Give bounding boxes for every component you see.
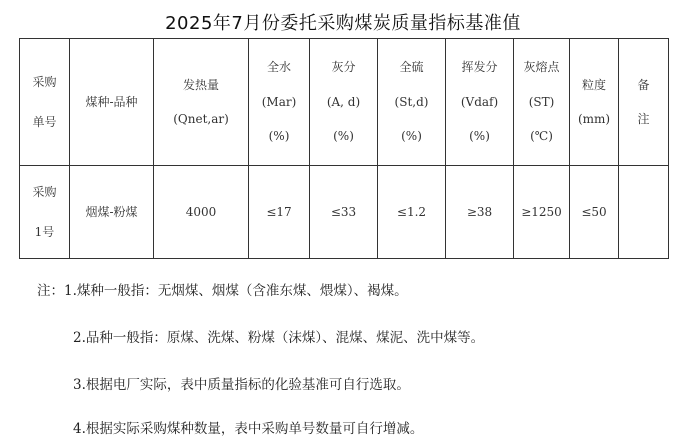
header-cell-total-moisture: 全水 (Mar) (%)	[249, 39, 310, 166]
cell-ash-fusion: ≥1250	[514, 166, 570, 259]
header-cell-order-no: 采购 单号	[20, 39, 70, 166]
document-title: 2025年7月份委托采购煤炭质量指标基准值	[165, 13, 521, 34]
note-4: 4.根据实际采购煤种数量，表中采购单号数量可自行增减。	[73, 421, 424, 437]
cell-volatile: ≥38	[446, 166, 514, 259]
cell-calorific-value: 4000	[154, 166, 249, 259]
quality-spec-table	[19, 38, 669, 259]
table-row	[20, 166, 669, 259]
header-cell-ash-fusion: 灰熔点 (ST) (℃)	[514, 39, 570, 166]
header-cell-ash: 灰分 (A, d) (%)	[310, 39, 378, 166]
table-header-row	[20, 39, 669, 166]
header-cell-granularity: 粒度 (mm)	[570, 39, 619, 166]
header-cell-coal-type: 煤种-品种	[70, 39, 154, 166]
cell-total-moisture: ≤17	[249, 166, 310, 259]
cell-granularity: ≤50	[570, 166, 619, 259]
note-1: 注：1.煤种一般指：无烟煤、烟煤（含准东煤、煨煤）、褐煤。	[37, 283, 408, 299]
cell-coal-type: 烟煤-粉煤	[70, 166, 154, 259]
header-cell-remarks: 备 注	[619, 39, 669, 166]
cell-remarks	[619, 166, 669, 259]
note-2: 2.品种一般指：原煤、洗煤、粉煤（沫煤）、混煤、煤泥、洗中煤等。	[73, 330, 485, 346]
note-3: 3.根据电厂实际，表中质量指标的化验基准可自行选取。	[73, 377, 410, 393]
header-cell-total-sulfur: 全硫 (St,d) (%)	[378, 39, 446, 166]
cell-order-no: 采购 1号	[20, 166, 70, 259]
cell-ash: ≤33	[310, 166, 378, 259]
header-cell-volatile: 挥发分 (Vdaf) (%)	[446, 39, 514, 166]
header-cell-calorific-value: 发热量 (Qnet,ar)	[154, 39, 249, 166]
cell-total-sulfur: ≤1.2	[378, 166, 446, 259]
